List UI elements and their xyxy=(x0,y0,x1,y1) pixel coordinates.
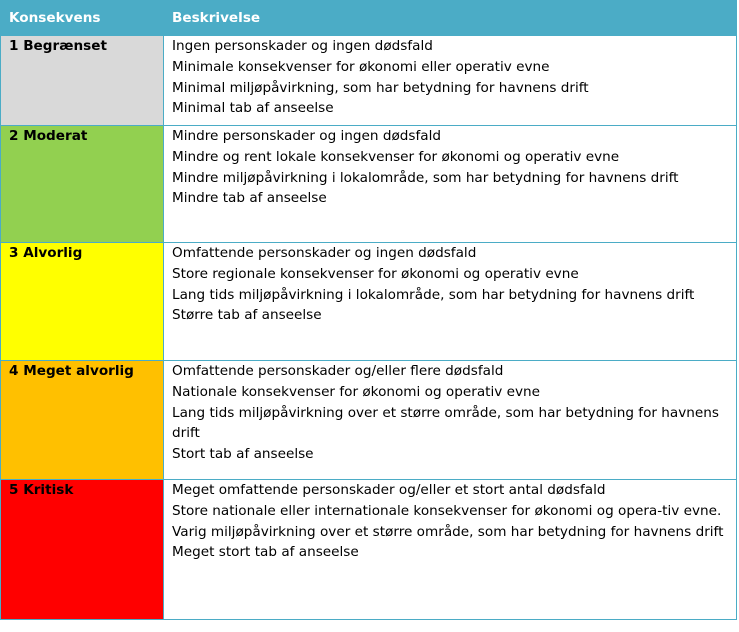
table-row xyxy=(1,126,737,243)
table-row xyxy=(1,480,737,620)
table-header-row xyxy=(1,1,737,36)
description-cell xyxy=(164,480,737,620)
level-cell: 3 Alvorlig xyxy=(1,243,164,361)
table-row xyxy=(1,361,737,480)
level-cell: 1 Begrænset xyxy=(1,36,164,126)
description-line: Minimale konsekvenser for økonomi eller operativ evne xyxy=(172,58,550,75)
description-line: Omfattende personskader og ingen dødsfald xyxy=(172,245,477,261)
level-cell: 4 Meget alvorlig xyxy=(1,361,164,480)
header-beskrivelse: Beskrivelse xyxy=(164,1,737,36)
description-line: Meget stort tab af anseelse xyxy=(172,544,359,561)
description-line: Nationale konsekvenser for økonomi og operativ evne xyxy=(172,383,541,400)
table-row xyxy=(1,36,737,126)
description-line: Minimal miljøpåvirkning, som har betydning for havnens drift xyxy=(172,79,589,96)
description-line: Store nationale eller internationale konsekvenser for økonomi og opera-tiv evne. xyxy=(172,502,722,519)
description-line: Stort tab af anseelse xyxy=(172,446,314,463)
description-line: Lang tids miljøpåvirkning over et større område, som har betydning for havnens drift xyxy=(172,404,719,442)
description-line: Større tab af anseelse xyxy=(172,307,322,324)
description-line: Mindre og rent lokale konsekvenser for økonomi og operativ evne xyxy=(172,148,620,165)
description-cell xyxy=(164,126,737,243)
description-line: Omfattende personskader og/eller flere dødsfald xyxy=(172,363,504,379)
description-line: Mindre tab af anseelse xyxy=(172,190,327,207)
description-line: Minimal tab af anseelse xyxy=(172,100,334,117)
description-line: Ingen personskader og ingen dødsfald xyxy=(172,38,433,54)
description-line: Mindre miljøpåvirkning i lokalområde, som har betydning for havnens drift xyxy=(172,169,679,186)
description-line: Meget omfattende personskader og/eller et stort antal dødsfald xyxy=(172,482,606,498)
description-cell xyxy=(164,36,737,126)
header-konsekvens: Konsekvens xyxy=(1,1,164,36)
level-cell: 2 Moderat xyxy=(1,126,164,243)
description-cell xyxy=(164,243,737,361)
description-line: Mindre personskader og ingen dødsfald xyxy=(172,128,442,144)
description-line: Lang tids miljøpåvirkning i lokalområde, som har betydning for havnens drift xyxy=(172,286,695,303)
description-line: Varig miljøpåvirkning over et større område, som har betydning for havnens drift xyxy=(172,523,724,540)
level-cell: 5 Kritisk xyxy=(1,480,164,620)
description-cell xyxy=(164,361,737,480)
description-line: Store regionale konsekvenser for økonomi og operativ evne xyxy=(172,265,579,282)
table-row xyxy=(1,243,737,361)
